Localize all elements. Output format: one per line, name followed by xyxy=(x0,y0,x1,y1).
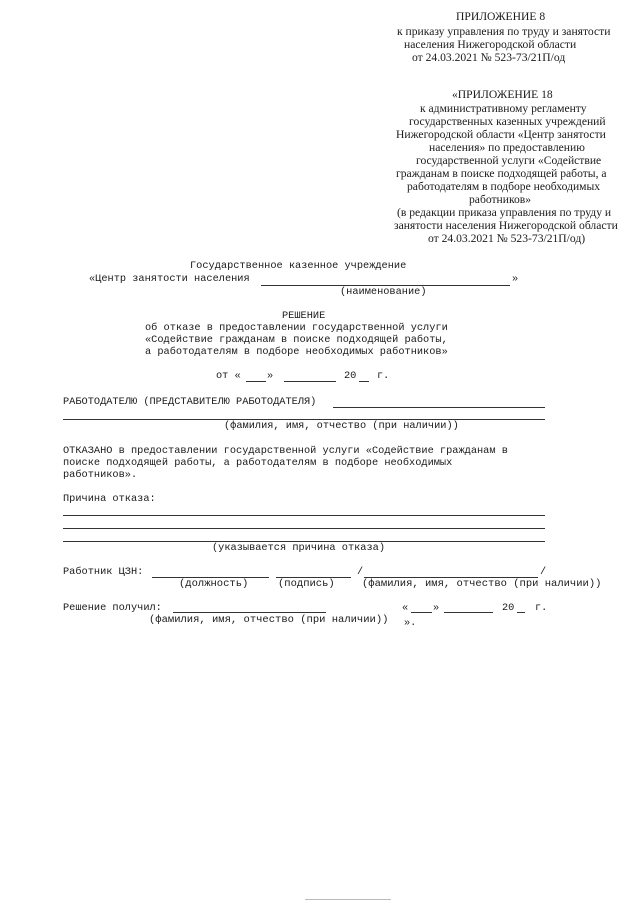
received-open-quote: « xyxy=(402,602,409,614)
appendix8-line-2: населения Нижегородской области xyxy=(404,38,577,51)
appendix18-line-5: государственной услуги «Содействие xyxy=(416,154,602,167)
decision-title: РЕШЕНИЕ xyxy=(282,310,326,322)
date-year-line xyxy=(359,381,369,382)
worker-slash-2: / xyxy=(540,566,547,578)
appendix8-line-1: к приказу управления по труду и занятости xyxy=(397,25,611,38)
appendix8-title: ПРИЛОЖЕНИЕ 8 xyxy=(456,10,546,23)
reason-line-2 xyxy=(63,528,545,529)
bottom-divider xyxy=(305,899,391,900)
decision-subtitle-1: об отказе в предоставлении государственной услуги xyxy=(145,322,448,334)
refusal-line-3: работников». xyxy=(63,469,138,481)
employer-name-line xyxy=(333,407,545,408)
appendix18-line-8: работников» xyxy=(469,193,532,206)
employer-label: РАБОТОДАТЕЛЮ (ПРЕДСТАВИТЕЛЮ РАБОТОДАТЕЛЯ) xyxy=(63,396,317,408)
decision-subtitle-2: «Содействие гражданам в поиске подходящей работы, xyxy=(145,334,448,346)
appendix18-line-1: к административному регламенту xyxy=(420,102,587,115)
institution-line-1: Государственное казенное учреждение xyxy=(190,260,407,272)
received-caption: (фамилия, имя, отчество (при наличии)) xyxy=(149,614,389,626)
institution-suffix: » xyxy=(512,273,519,285)
appendix18-line-6: гражданам в поиске подходящей работы, а xyxy=(396,167,607,180)
reason-label: Причина отказа: xyxy=(63,493,156,505)
received-year-line xyxy=(517,612,525,613)
date-suffix: г. xyxy=(377,370,390,382)
appendix8-line-3: от 24.03.2021 № 523-73/21П/од xyxy=(412,51,566,64)
refusal-line-1: ОТКАЗАНО в предоставлении государственной услуги «Содействие гражданам в xyxy=(63,445,508,457)
date-day-line xyxy=(246,381,266,382)
appendix18-line-9: (в редакции приказа управления по труду и xyxy=(397,206,612,219)
institution-caption: (наименование) xyxy=(340,286,427,298)
appendix18-line-3: Нижегородской области «Центр занятости xyxy=(396,128,606,141)
received-month-line xyxy=(444,612,493,613)
decision-subtitle-3: а работодателям в подборе необходимых работников» xyxy=(145,346,448,358)
appendix18-line-4: населения» по предоставлению xyxy=(429,141,585,154)
received-label: Решение получил: xyxy=(63,602,162,614)
refusal-line-2: поиске подходящей работы, а работодателям в подборе необходимых xyxy=(63,457,453,469)
appendix18-line-10: занятости населения Нижегородской области xyxy=(394,219,618,232)
received-year: 20 xyxy=(502,602,515,614)
date-prefix: от « xyxy=(216,370,241,382)
appendix18-title: «ПРИЛОЖЕНИЕ 18 xyxy=(452,88,553,101)
reason-line-1 xyxy=(63,515,545,516)
appendix18-line-7: работодателям в подборе необходимых xyxy=(407,180,601,193)
date-month-line xyxy=(284,381,336,382)
worker-name-caption: (фамилия, имя, отчество (при наличии)) xyxy=(362,578,602,590)
worker-slash-1: / xyxy=(357,566,364,578)
received-end-mark: ». xyxy=(404,617,417,629)
appendix18-line-11: от 24.03.2021 № 523-73/21П/од) xyxy=(428,232,586,245)
worker-signature-caption: (подпись) xyxy=(278,578,335,590)
institution-prefix: «Центр занятости населения xyxy=(89,273,250,285)
received-day-line xyxy=(411,612,432,613)
employer-caption: (фамилия, имя, отчество (при наличии)) xyxy=(224,420,459,432)
appendix18-line-2: государственных казенных учреждений xyxy=(409,115,606,128)
date-mid: » xyxy=(267,370,274,382)
date-year: 20 xyxy=(344,370,357,382)
received-year-suffix: г. xyxy=(535,602,548,614)
worker-position-caption: (должность) xyxy=(179,578,249,590)
received-name-line xyxy=(173,612,326,613)
received-close-quote: » xyxy=(433,602,440,614)
reason-caption: (указывается причина отказа) xyxy=(212,542,386,554)
worker-label: Работник ЦЗН: xyxy=(63,566,144,578)
